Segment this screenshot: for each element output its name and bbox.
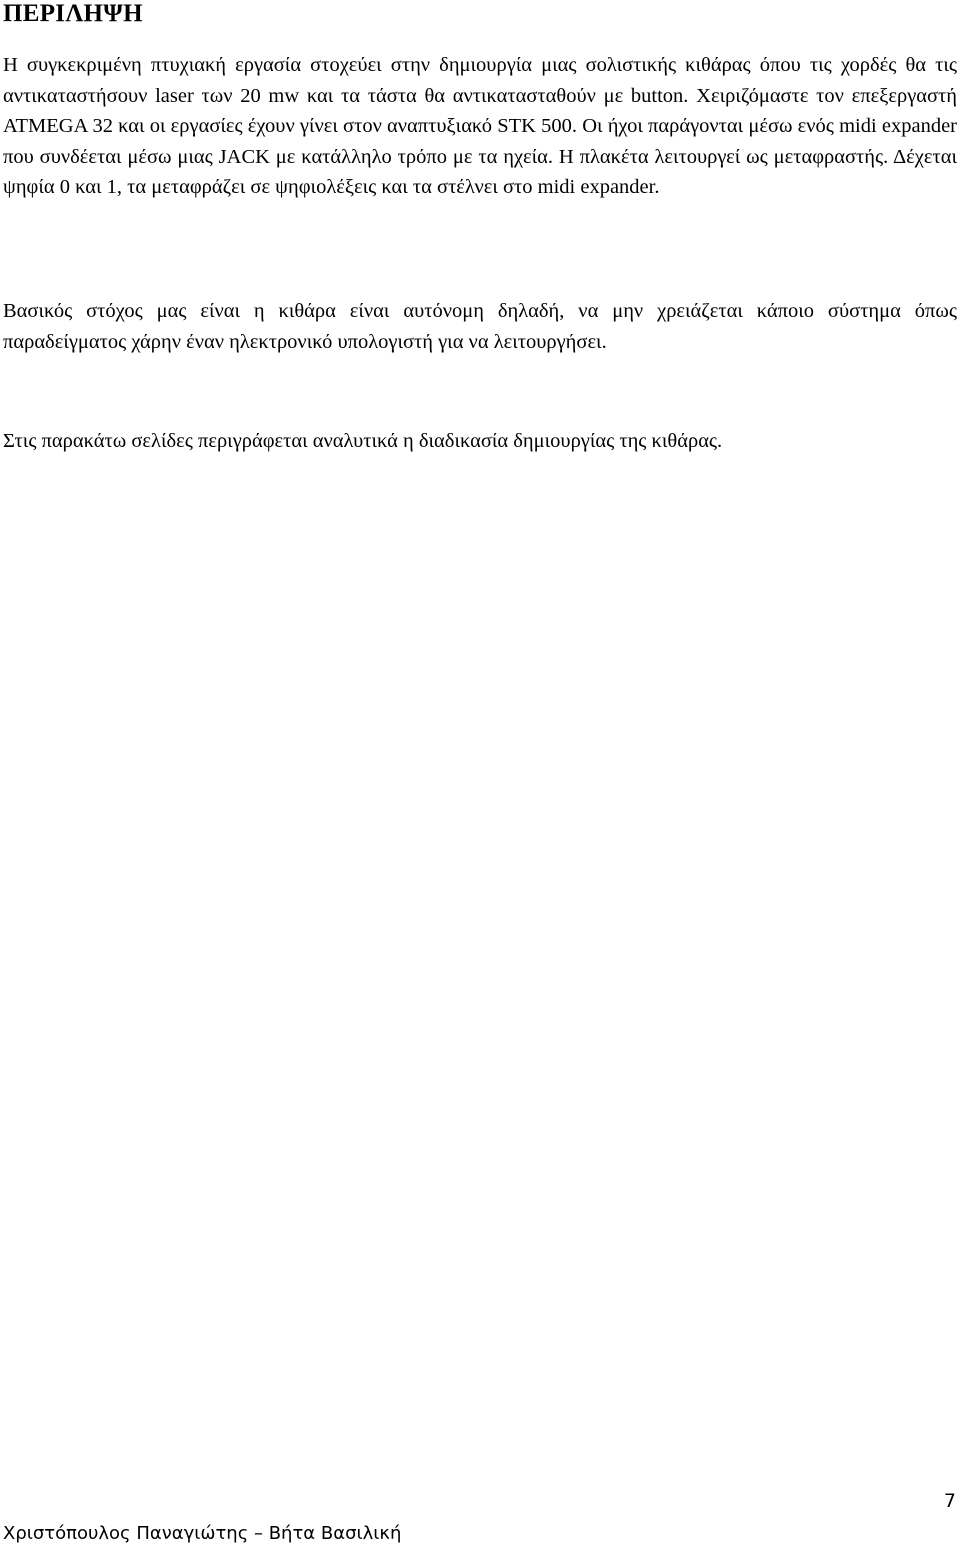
paragraph-abstract-intro: Η συγκεκριμένη πτυχιακή εργασία στοχεύει στην δημιουργία μιας σολιστικής κιθάρας όπου τις χορδές θα τις αντικαταστήσουν laser των 20 mw και τα τάστα θα αντικατασταθούν με button. Χειριζόμαστε τον επεξεργαστή ATMEGA 32 και οι εργασίες έχουν γίνει στον αναπτυξιακό STK 500. Οι ήχοι παράγονται μέσω ενός midi expander που συνδέεται μέσω μιας JACK με κατάλληλο τρόπο με τα ηχεία. Η πλακέτα λειτουργεί ως μεταφραστής. Δέχεται ψηφία 0 και 1, τα μεταφράζει σε ψηφιολέξεις και τα στέλνει στο midi expander. bbox=[3, 54, 957, 198]
footer-authors: Χριστόπουλος Παναγιώτης – Βήτα Βασιλική bbox=[3, 1523, 402, 1544]
page-number: 7 bbox=[943, 1490, 956, 1512]
paragraph-following-pages: Στις παρακάτω σελίδες περιγράφεται αναλυτικά η διαδικασία δημιουργίας της κιθάρας. bbox=[3, 430, 723, 452]
paragraph-main-goal: Βασικός στόχος μας είναι η κιθάρα είναι αυτόνομη δηλαδή, να μην χρειάζεται κάποιο σύστημα όπως παραδείγματος χάρην έναν ηλεκτρονικό υπολογιστή για να λειτουργήσει. bbox=[3, 300, 957, 353]
page-title: ΠΕΡΙΛΗΨΗ bbox=[3, 0, 143, 27]
